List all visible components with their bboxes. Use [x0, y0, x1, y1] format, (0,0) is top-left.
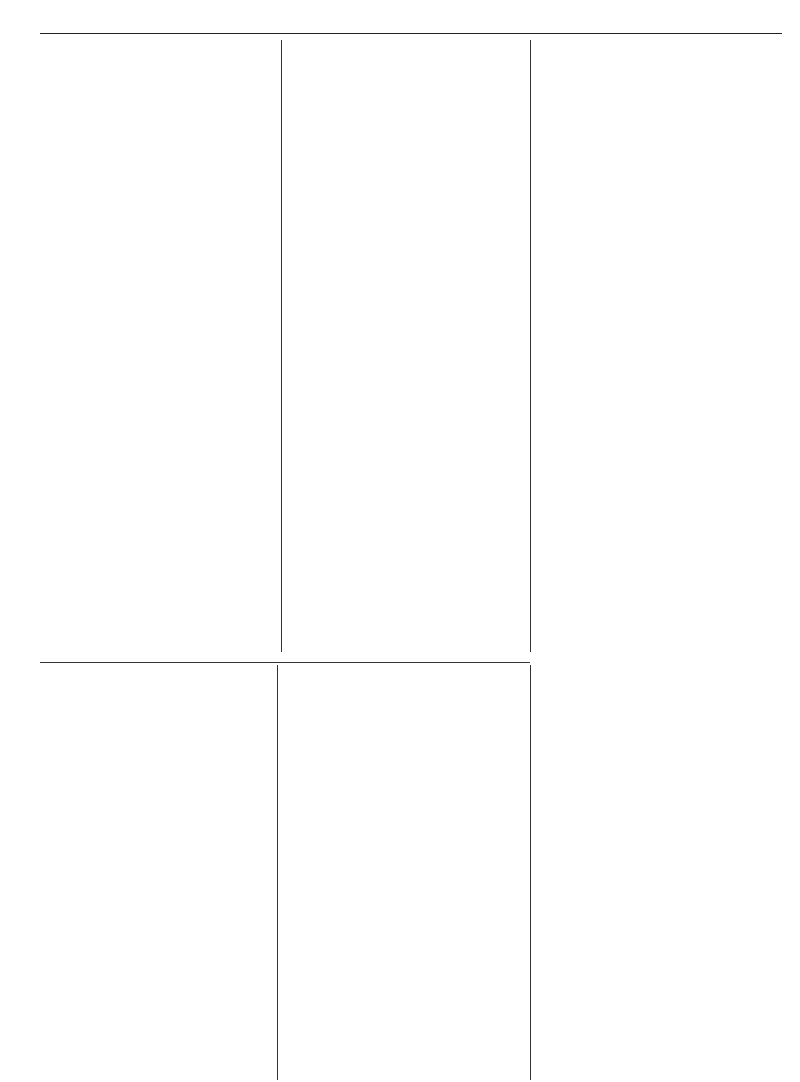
column-divider — [277, 665, 278, 1080]
header-rule — [40, 33, 782, 34]
academie-column — [40, 720, 270, 1080]
article-column-2 — [288, 40, 522, 660]
article-column-1 — [40, 40, 273, 660]
section-rule — [40, 662, 530, 663]
column-divider — [530, 665, 531, 1080]
societes-column-2 — [284, 665, 524, 1080]
societes-column-3 — [537, 665, 781, 1080]
article-column-3 — [537, 40, 781, 680]
column-divider — [281, 40, 282, 652]
column-divider — [530, 40, 531, 652]
